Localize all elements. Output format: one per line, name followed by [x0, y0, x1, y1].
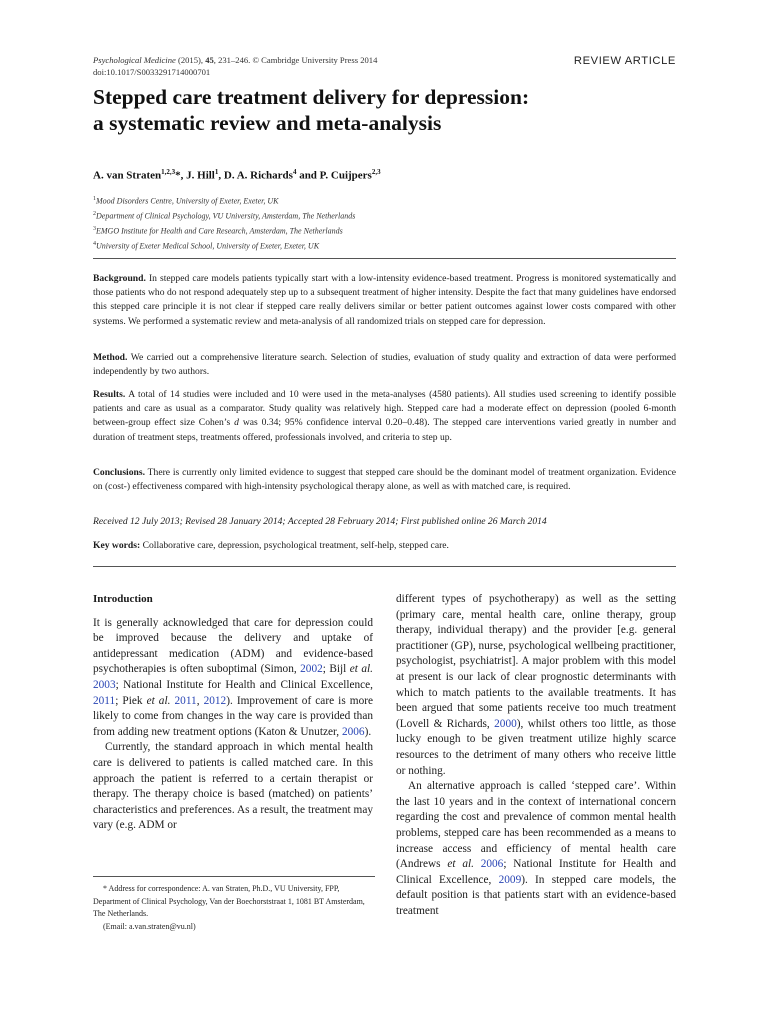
author-name: , D. A. Richards — [218, 169, 293, 182]
citation-link[interactable]: 2011 — [174, 694, 197, 707]
text-run: ). — [364, 725, 372, 738]
results-label: Results. — [93, 389, 126, 400]
affiliation-number: 2 — [93, 210, 96, 217]
citation-link[interactable]: 2006 — [341, 725, 365, 738]
history-dates: Received 12 July 2013; Revised 28 January 2014; Accepted 28 February 2014; First published online 26 March 2014 — [93, 516, 547, 527]
affiliation-list — [93, 193, 355, 253]
keywords — [93, 539, 676, 553]
journal-citation — [93, 54, 377, 66]
abstract-method — [93, 351, 676, 379]
et-al: et al. — [447, 858, 474, 871]
keywords-text: Collaborative care, depression, psychological treatment, self-help, stepped care. — [142, 540, 449, 551]
author-affiliation-sup: 4 — [292, 168, 297, 176]
intro-paragraph-3 — [396, 592, 676, 779]
text-run: ; National Institute for Health and Clinical Excellence, — [115, 678, 373, 691]
citation-link[interactable]: 2012 — [203, 694, 227, 707]
left-column — [93, 592, 373, 834]
background-text: In stepped care models patients typically start with a low-intensity evidence-based treatment. Progress is monitored systematically and those patients who do not respond adequately step up to a subsequent treatment of higher intensity. Despite the fact that many guidelines have endorsed this stepped care principle it is not clear if stepped care really delivers similar or better patient outcomes against lower costs compared with other systems. We performed a systematic review and meta-analysis of all randomized trials on stepped care for depression. — [93, 273, 676, 327]
title-line-1: Stepped care treatment delivery for depression: — [93, 85, 530, 109]
footnote-rule — [93, 876, 375, 877]
text-run: It is generally acknowledged that care for depression could be improved because the delivery and uptake of antidepressant medication (ADM) and evidence-based psychotherapies is often suboptimal (Simon, — [93, 616, 373, 676]
affiliation-item — [93, 208, 355, 223]
author-affiliation-sup: 1,2,3 — [161, 168, 176, 176]
footnote-address: * Address for correspondence: A. van Straten, Ph.D., VU University, FPP, Department of Clinical Psychology, Van der Boechorststraat 1, 1081 BT Amsterdam, The Netherlands. — [93, 884, 365, 919]
author-name: A. van Straten — [93, 169, 162, 182]
citation-link[interactable]: 2011 — [93, 694, 116, 707]
title-line-2: a systematic review and meta-analysis — [93, 111, 442, 135]
abstract-results — [93, 388, 676, 445]
journal-pages: , 231–246. — [213, 55, 251, 65]
author-affiliation-sup: 2,3 — [371, 168, 381, 176]
journal-volume: 45 — [205, 55, 214, 65]
right-column — [396, 592, 676, 919]
journal-name: Psychological Medicine — [93, 55, 176, 65]
intro-paragraph-2: Currently, the standard approach in which mental health care is delivered to patients is called matched care. In this approach the patient is referred to a certain therapist or therapy. The therapy choice is based (matched) on patients’ characteristics and preferences. As a result, the treatment may vary (e.g. ADM or — [93, 741, 373, 832]
affiliation-text: EMGO Institute for Health and Care Research, Amsterdam, The Netherlands — [96, 226, 343, 236]
affiliation-item — [93, 238, 355, 253]
intro-paragraph-4 — [396, 779, 676, 919]
citation-link[interactable]: 2003 — [93, 678, 116, 691]
abstract-bottom-rule — [93, 566, 676, 567]
affiliation-number: 1 — [93, 196, 96, 202]
text-run: ; Piek — [115, 694, 147, 707]
author-name: , J. Hill — [180, 169, 215, 182]
affiliation-text: University of Exeter Medical School, University of Exeter, Exeter, UK — [96, 241, 320, 251]
corresponding-star: * — [175, 169, 181, 182]
citation-link[interactable]: 2000 — [494, 717, 517, 730]
keywords-label: Key words: — [93, 540, 141, 551]
journal-year: (2015), — [177, 55, 204, 65]
citation-link[interactable]: 2002 — [300, 663, 323, 676]
affiliation-number: 4 — [93, 240, 96, 247]
et-al: et al. — [146, 694, 171, 707]
results-text-cont: was 0.34; 95% confidence interval 0.20–0.48). The stepped care interventions varied greatly in number and duration of treatment steps, treatments offered, professionals involved, and criteria to step up. — [93, 417, 676, 443]
conclusions-label: Conclusions. — [93, 467, 145, 478]
background-label: Background. — [93, 273, 146, 284]
affiliation-text: Mood Disorders Centre, University of Exeter, Exeter, UK — [96, 196, 279, 206]
intro-paragraph-1 — [93, 616, 373, 741]
text-run: ; Bijl — [322, 663, 350, 676]
results-text: A total of 14 studies were included and 10 were used in the meta-analyses (4580 patients). All studies used screening to identify possible patients and care as usual as a comparator. Study quality was relatively high. Stepped care had a moderate effect on depression (pooled 6-month between-group effect size Cohen’s — [93, 389, 677, 429]
doi: doi:10.1017/S0033291714000701 — [93, 67, 211, 77]
method-text: We carried out a comprehensive literature search. Selection of studies, evaluation of study quality and extraction of data were performed independently by two authors. — [93, 352, 676, 378]
text-run: different types of psychotherapy) as well as the setting (primary care, mental health care, online therapy, group therapy, individual therapy) and the provider [e.g. general practitioner (GP), nurse, psychological wellbeing practitioner, psychologist, psychiatrist]. A major problem with this model at present is our lack of clear prognostic determinants with which to match patients to the available treatments. It has been argued that some patients receive too much treatment (Lovell & Richards, — [396, 593, 677, 730]
affiliation-number: 3 — [93, 225, 96, 232]
author-affiliation-sup: 1 — [214, 168, 219, 176]
abstract-conclusions — [93, 466, 676, 494]
article-type-label: REVIEW ARTICLE — [573, 55, 676, 67]
article-title — [93, 84, 693, 136]
abstract-top-rule — [93, 258, 676, 259]
text-run: ; National Institute for Health and Clinical Excellence, — [396, 858, 677, 886]
text-run: An alternative approach is called ‘stepped care’. Within the last 10 years and in the context of international concern regarding the cost and prevalence of common mental health problems, stepped care has been recommended as a means to increase access and efficiency of mental health care (Andrews — [396, 780, 676, 871]
citation-link[interactable]: 2009 — [498, 873, 522, 886]
cohens-d: d — [234, 417, 239, 429]
text-run: ). Improvement of care is more likely to come from changes in the way care is provided than from adding new treatment options (Katon & Unutzer, — [93, 694, 374, 738]
method-label: Method. — [93, 352, 128, 363]
footnote-email: (Email: a.van.straten@vu.nl) — [103, 922, 196, 932]
correspondence-footnote — [93, 883, 375, 934]
text-run: ). In stepped care models, the default position is that patients start with an evidence-based treatment — [396, 873, 676, 917]
author-name: and P. Cuijpers — [296, 169, 372, 182]
text-run: , — [196, 694, 204, 707]
copyright-notice: © Cambridge University Press 2014 — [252, 55, 378, 65]
author-list — [93, 168, 381, 182]
text-run: ), whilst others too little, as those lucky enough to be given treatment utilize highly scarce resources to the detriment of many others who receive little or nothing. — [396, 717, 676, 777]
conclusions-text: There is currently only limited evidence to suggest that stepped care should be the dominant model of treatment organization. Evidence on (cost-) effectiveness compared with high-intensity psychological therapy alone, as well as with matched care, is required. — [93, 467, 676, 493]
affiliation-item — [93, 223, 355, 238]
affiliation-text: Department of Clinical Psychology, VU University, Amsterdam, The Netherlands — [96, 211, 356, 221]
abstract-background — [93, 272, 676, 329]
affiliation-item — [93, 193, 355, 208]
citation-link[interactable]: 2006 — [473, 858, 504, 871]
et-al: et al. — [349, 663, 373, 676]
section-heading-introduction: Introduction — [93, 593, 153, 605]
